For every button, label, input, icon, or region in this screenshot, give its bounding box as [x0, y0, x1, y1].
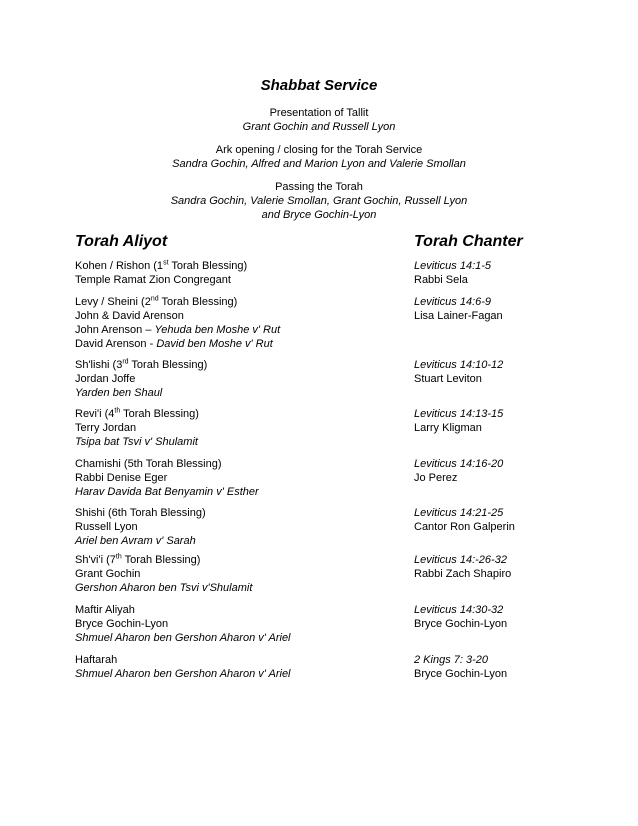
ordinal-suffix: st	[163, 259, 169, 267]
honoree-name: Temple Ramat Zion Congregant	[75, 274, 231, 286]
hebrew-name: Shmuel Aharon ben Gershon Aharon v' Ariel	[75, 632, 291, 644]
aliyah-entry	[75, 457, 405, 499]
aliyah-entry	[75, 295, 405, 351]
hebrew-name: Yarden ben Shaul	[75, 387, 163, 399]
ordinal-suffix: th	[115, 553, 122, 561]
torah-reading: Leviticus 14:10-12	[414, 359, 504, 371]
chanter-name: Bryce Gochin-Lyon	[414, 668, 508, 680]
chanter-name: Rabbi Sela	[414, 274, 468, 286]
aliyah-name: Maftir Aliyah	[75, 604, 135, 616]
hebrew-name: Ariel ben Avram v' Sarah	[75, 535, 196, 547]
honoree-name: John & David Arenson	[75, 310, 184, 322]
hebrew-name: Tsipa bat Tsvi v' Shulamit	[75, 436, 198, 448]
intro-block	[0, 106, 638, 134]
chanter-entry	[414, 295, 614, 323]
honoree-name: Jordan Joffe	[75, 373, 136, 385]
ordinal-suffix: rd	[122, 358, 129, 366]
torah-reading: Leviticus 14:16-20	[414, 458, 504, 470]
aliyah-entry	[75, 259, 405, 287]
hebrew-name: Gershon Aharon ben Tsvi v'Shulamit	[75, 582, 253, 594]
torah-chanter-heading: Torah Chanter	[414, 233, 523, 250]
intro-names: and Bryce Gochin-Lyon	[261, 209, 377, 221]
chanter-name: Stuart Leviton	[414, 373, 482, 385]
aliyah-name: Sh'vi'i (7th Torah Blessing)	[75, 553, 201, 566]
honoree-name: Terry Jordan	[75, 422, 137, 434]
torah-reading: 2 Kings 7: 3-20	[414, 654, 488, 666]
chanter-name: Larry Kligman	[414, 422, 482, 434]
chanter-entry	[414, 457, 614, 485]
chanter-entry	[414, 603, 614, 631]
chanter-name: Jo Perez	[414, 472, 458, 484]
aliyah-name: Kohen / Rishon (1st Torah Blessing)	[75, 259, 248, 272]
hebrew-name: Yehuda ben Moshe v' Rut	[154, 324, 281, 336]
chanter-entry	[414, 506, 614, 534]
torah-reading: Leviticus 14:-26-32	[414, 554, 507, 566]
intro-label: Presentation of Tallit	[269, 107, 369, 119]
torah-reading: Leviticus 14:13-15	[414, 408, 504, 420]
aliyah-entry	[75, 553, 405, 595]
torah-reading: Leviticus 14:21-25	[414, 507, 504, 519]
intro-block	[0, 180, 638, 222]
honoree-hebrew-line: David Arenson - David ben Moshe v' Rut	[75, 338, 273, 350]
hebrew-name: David ben Moshe v' Rut	[156, 338, 273, 350]
intro-block	[0, 143, 638, 171]
torah-reading: Leviticus 14:30-32	[414, 604, 504, 616]
chanter-entry	[414, 259, 614, 287]
chanter-name: Lisa Lainer-Fagan	[414, 310, 503, 322]
intro-label: Passing the Torah	[275, 181, 363, 193]
chanter-name: Rabbi Zach Shapiro	[414, 568, 512, 580]
torah-reading: Leviticus 14:6-9	[414, 296, 492, 308]
aliyah-name: Chamishi (5th Torah Blessing)	[75, 458, 222, 470]
chanter-entry	[414, 407, 614, 435]
intro-label: Ark opening / closing for the Torah Service	[215, 144, 423, 156]
aliyah-name: Shishi (6th Torah Blessing)	[75, 507, 206, 519]
aliyah-name: Sh'lishi (3rd Torah Blessing)	[75, 358, 208, 371]
aliyah-name: Levy / Sheini (2nd Torah Blessing)	[75, 295, 238, 308]
honoree-name: Grant Gochin	[75, 568, 141, 580]
honoree-name: Russell Lyon	[75, 521, 138, 533]
honoree-name: Rabbi Denise Eger	[75, 472, 168, 484]
torah-aliyot-heading: Torah Aliyot	[75, 233, 168, 250]
torah-reading: Leviticus 14:1-5	[414, 260, 492, 272]
aliyah-name: Revi'i (4th Torah Blessing)	[75, 407, 199, 420]
hebrew-name: Shmuel Aharon ben Gershon Aharon v' Ariel	[75, 668, 291, 680]
chanter-entry	[414, 358, 614, 386]
honoree-name: Bryce Gochin-Lyon	[75, 618, 169, 630]
intro-names: Grant Gochin and Russell Lyon	[242, 121, 396, 133]
chanter-name: Bryce Gochin-Lyon	[414, 618, 508, 630]
aliyah-entry	[75, 407, 405, 449]
ordinal-suffix: nd	[150, 295, 159, 303]
aliyah-entry	[75, 506, 405, 548]
honoree-hebrew-line: John Arenson – Yehuda ben Moshe v' Rut	[75, 324, 281, 336]
intro-names: Sandra Gochin, Valerie Smollan, Grant Gochin, Russell Lyon	[170, 195, 468, 207]
aliyah-entry	[75, 653, 405, 681]
aliyah-name: Haftarah	[75, 654, 118, 666]
chanter-name: Cantor Ron Galperin	[414, 521, 515, 533]
aliyah-entry	[75, 358, 405, 400]
chanter-entry	[414, 553, 614, 581]
aliyah-entry	[75, 603, 405, 645]
page-title: Shabbat Service	[260, 77, 378, 94]
intro-names: Sandra Gochin, Alfred and Marion Lyon and Valerie Smollan	[172, 158, 466, 170]
chanter-entry	[414, 653, 614, 681]
ordinal-suffix: th	[114, 407, 121, 415]
hebrew-name: Harav Davida Bat Benyamin v' Esther	[75, 486, 259, 498]
